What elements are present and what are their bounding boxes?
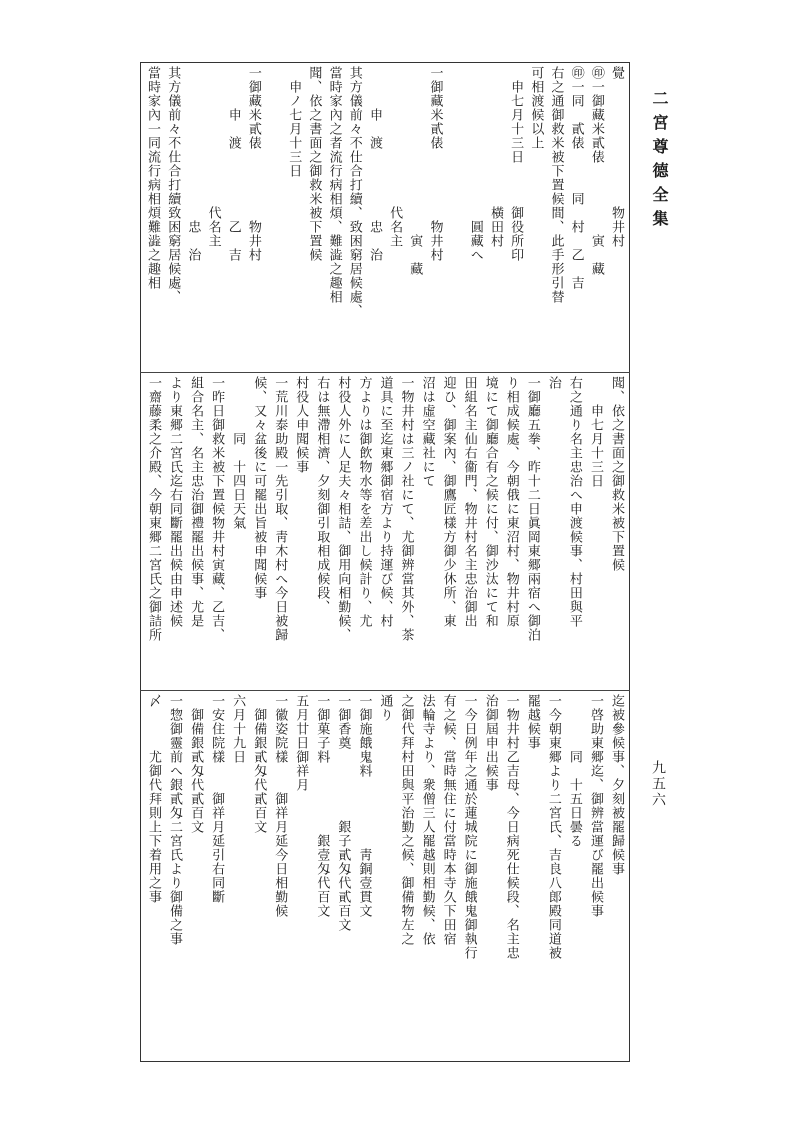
band-bottom bbox=[143, 694, 627, 1058]
text-column: 一荒川泰助殿一先引取、靑木村へ今日被歸 bbox=[272, 376, 288, 642]
text-column: 一啓助東郷迄、御辨當運び罷出候事 bbox=[587, 694, 603, 918]
text-column: 一御藏米貳俵 物井村 bbox=[427, 66, 443, 262]
text-column: 當時家內之者流行病相煩、難澁之趣相 bbox=[326, 66, 342, 304]
running-title: 二宮尊德全集 bbox=[650, 90, 669, 234]
text-column: 通り bbox=[377, 694, 393, 722]
text-column: 罷越候事 bbox=[524, 694, 540, 750]
text-column: 迎ひ、御案內、御鷹匠樣方御少休所、東 bbox=[440, 376, 456, 628]
text-column: 組合名主、名主忠治御禮罷出候事、尤是 bbox=[188, 376, 204, 628]
text-column: 圓藏へ bbox=[467, 66, 483, 262]
text-column: ㊞一同 貳俵 同 村 乙 吉 bbox=[568, 66, 584, 290]
band-top-columns bbox=[143, 66, 627, 368]
text-column: 覺 物井村 bbox=[609, 66, 624, 248]
text-column: 一御廳五拳、昨十二日眞岡東郷兩宿へ御泊 bbox=[524, 376, 540, 642]
text-column: 方よりは御飲物水等を差出し候計り、尤 bbox=[356, 376, 372, 628]
text-column: 一徽姿院樣 御祥月延今日相勤候 bbox=[272, 694, 288, 918]
text-column: 其方儀前々不仕合打續、致困窮居候處、 bbox=[346, 66, 362, 318]
text-column: 村役人外に人足夫々相詰、御用向相勤候、 bbox=[335, 376, 351, 642]
text-column: 御備銀貳匁代貳百文 bbox=[188, 694, 204, 834]
text-column: 申ノ七月十三日 bbox=[286, 66, 302, 178]
band-divider-1 bbox=[140, 372, 630, 373]
text-column: 一御菓子料 銀壹匁代百文 bbox=[314, 694, 330, 918]
text-column: 代名主 bbox=[205, 66, 221, 248]
text-column: 一安住院樣 御祥月延引右同斷 bbox=[209, 694, 225, 904]
text-column: 同 十四日天氣 bbox=[230, 376, 246, 530]
band-top bbox=[143, 66, 627, 368]
text-column: 〆 尤御代拜則上下着用之事 bbox=[145, 694, 161, 904]
text-column: 候、又々盆後に可罷出旨被申聞候事 bbox=[251, 376, 267, 600]
text-column: 寅 藏 bbox=[407, 66, 423, 276]
text-column: 一齋藤柔之介殿、今朝東郷二宮氏之御詰所 bbox=[145, 376, 161, 642]
text-column: 當時家內一同流行病相煩難澁之趣相 bbox=[145, 66, 161, 290]
text-column: 代名主 bbox=[387, 66, 403, 248]
text-column: 一惣御靈前へ銀貳匁二宮氏より御備之事 bbox=[167, 694, 183, 946]
text-column: 一御藏米貳俵 物井村 bbox=[245, 66, 261, 262]
text-column: 迄被參候事、夕刻被罷歸候事 bbox=[609, 694, 624, 876]
text-column: 田組名主仙右衞門、物井村名主忠治御出 bbox=[461, 376, 477, 628]
text-column: 右之通り名主忠治へ申渡候事、村田與平 bbox=[566, 376, 582, 628]
text-column: 村役人申聞候事 bbox=[293, 376, 309, 474]
text-column: 御備銀貳匁代貳百文 bbox=[251, 694, 267, 834]
text-column: 道具に至迄東郷御宿方より持運び候、村 bbox=[377, 376, 393, 628]
text-column: 有之候、當時無住に付當時本寺久下田宿 bbox=[440, 694, 456, 946]
text-column: 法輪寺より、衆僧三人罷越則相勤候、依 bbox=[419, 694, 435, 946]
text-column: 橫田村 bbox=[487, 66, 503, 248]
band-divider-2 bbox=[140, 690, 630, 691]
text-column: 右之通御救米被下置候間、此手形引替 bbox=[548, 66, 564, 304]
page-number: 九五六 bbox=[650, 760, 666, 808]
band-bottom-columns bbox=[143, 694, 627, 1058]
text-column: 五月廿日御祥月 bbox=[293, 694, 309, 792]
text-column: 之御代拜村田與平治勤之候、御備物左之 bbox=[398, 694, 414, 946]
text-column: より東郷二宮氏迄右同斷罷出候由申述候 bbox=[167, 376, 183, 628]
text-column: 申七月十三日 御役所印 bbox=[508, 66, 524, 262]
text-column: 申 渡 忠 治 bbox=[366, 66, 382, 262]
text-column: 申七月十三日 bbox=[587, 376, 603, 488]
text-column bbox=[264, 66, 284, 368]
text-column: 同 十五日曇る bbox=[566, 694, 582, 848]
text-column: 其方儀前々不仕合打續致困窮居候處、 bbox=[165, 66, 181, 304]
text-column: 一今日例年之通於蓮城院に御施餓鬼御執行 bbox=[461, 694, 477, 960]
text-column: 沼は虛空藏社にて bbox=[419, 376, 435, 488]
text-column: ㊞一御藏米貳俵 寅 藏 bbox=[588, 66, 604, 276]
text-column: 忠 治 bbox=[185, 66, 201, 262]
text-column: 境にて御廳合有之候に付、御沙汰にて和 bbox=[482, 376, 498, 628]
text-column: 一物井村は三ノ社にて、尤御辨當其外、茶 bbox=[398, 376, 414, 642]
band-middle-columns bbox=[143, 376, 627, 686]
text-column: 一御香奠 銀子貳匁代貳百文 bbox=[335, 694, 351, 932]
text-column: 一今朝東郷より二宮氏、吉良八郎殿同道被 bbox=[545, 694, 561, 960]
text-column: 一御施餓鬼料 靑銅壹貫文 bbox=[356, 694, 372, 918]
text-column: 六月十九日 bbox=[230, 694, 246, 764]
text-column: 一物井村乙吉母、今日病死仕候段、名主忠 bbox=[503, 694, 519, 960]
text-column: り相成候處、今朝俄に東沼村、物井村原 bbox=[503, 376, 519, 628]
text-column: 可相渡候以上 bbox=[528, 66, 544, 150]
text-column: 右は無滯相濟、夕刻御引取相成候段、 bbox=[314, 376, 330, 614]
text-column: 聞、依之書面之御救米被下置候 bbox=[609, 376, 624, 572]
band-middle bbox=[143, 376, 627, 686]
text-column: 申 渡 乙 吉 bbox=[225, 66, 241, 262]
text-column: 治御屆申出候事 bbox=[482, 694, 498, 792]
text-column: 聞、依之書面之御救米被下置候 bbox=[306, 66, 322, 262]
text-column: 治 bbox=[545, 376, 561, 390]
text-column bbox=[445, 66, 465, 368]
text-column: 一昨日御救米被下置候物井村寅藏、乙吉、 bbox=[209, 376, 225, 642]
